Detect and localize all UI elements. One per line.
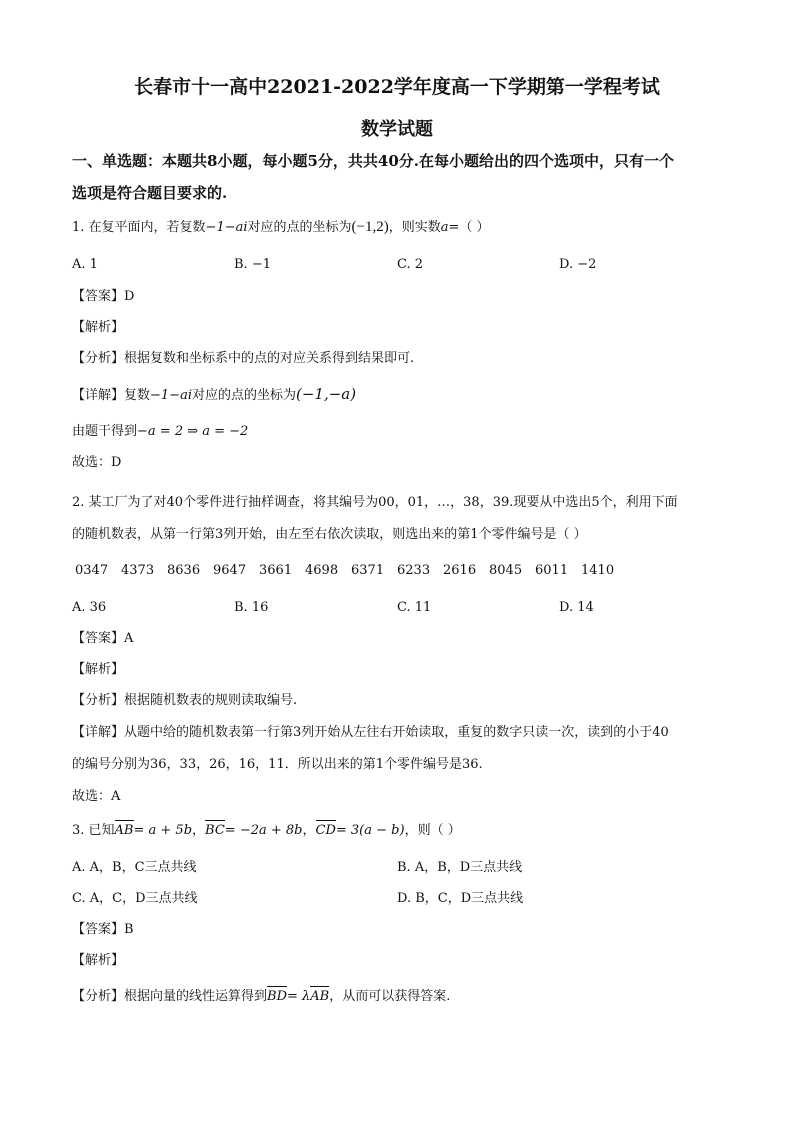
vector-ab: AB: [114, 823, 134, 838]
q1-derive-a: 由题干得到: [72, 424, 138, 439]
q1-option-d: D. −2: [559, 257, 597, 272]
q2-option-b: B. 16: [234, 600, 269, 615]
random-number: 6233: [397, 563, 431, 578]
q1-stem-b: 对应的点的坐标为: [247, 220, 352, 235]
q3-eq2: = −2a + 8b: [224, 823, 303, 838]
random-number: 4698: [305, 563, 339, 578]
q2-option-d: D. 14: [559, 600, 594, 615]
q1-detail-a: 【详解】复数: [72, 388, 151, 403]
q3-answer: 【答案】B: [72, 922, 134, 937]
q2-stem-line1: 2. 某工厂为了对40个零件进行抽样调查，将其编号为00，01，…，38，39.现要从中选出5个，利用下面: [72, 495, 678, 510]
q3-suffix: ，则（ ）: [404, 823, 461, 838]
section-heading-line2: 选项是符合题目要求的.: [72, 184, 228, 202]
q3-eq3: = 3(a − b): [335, 823, 405, 838]
random-number: 6371: [351, 563, 385, 578]
random-number: 9647: [213, 563, 247, 578]
q1-detail: [72, 385, 356, 405]
q1-expr: −1−ai: [205, 220, 248, 235]
q2-choose: 故选：A: [72, 789, 121, 804]
q3-option-b: B. A，B，D三点共线: [397, 860, 523, 875]
vector-ab-2: AB: [310, 989, 330, 1004]
exam-title: 长春市十一高中22021-2022学年度高一下学期第一学程考试: [134, 76, 660, 98]
q3-analysis-label: 【解析】: [72, 953, 125, 968]
random-number: 8636: [167, 563, 201, 578]
q1-derive-expr: −a = 2 ⇒ a = −2: [137, 424, 249, 439]
section-heading-line1: 一、单选题：本题共8小题，每小题5分，共共40分.在每小题给出的四个选项中，只有一个: [72, 152, 674, 170]
q1-detail-expr: −1−ai: [150, 388, 192, 403]
exam-subtitle: 数学试题: [361, 119, 433, 140]
q1-choose: 故选：D: [72, 455, 122, 470]
q3-stem: 3. 已知AB= a + 5b，BC= −2a + 8b，CD= 3(a − b)，则（ ）: [72, 823, 461, 838]
q3-option-c: C. A，C，D三点共线: [72, 891, 198, 906]
vector-cd: CD: [315, 823, 336, 838]
q3-fenxi: [72, 988, 450, 1006]
vector-bc: BC: [205, 823, 225, 838]
q2-fenxi: 【分析】根据随机数表的规则读取编号.: [72, 693, 298, 708]
random-number: 6011: [535, 563, 569, 578]
random-number: 1410: [581, 563, 615, 578]
q2-option-c: C. 11: [397, 600, 432, 615]
q3-eq1: = a + 5b: [133, 823, 193, 838]
q3-fenxi-mid: = λ: [287, 989, 311, 1004]
random-number: 3661: [259, 563, 293, 578]
q1-analysis-label: 【解析】: [72, 320, 125, 335]
q1-stem: [72, 218, 490, 237]
q1-stem-a: 1. 在复平面内，若复数: [72, 220, 206, 235]
q1-answer: 【答案】D: [72, 289, 135, 304]
random-number: 2616: [443, 563, 477, 578]
q2-detail-line1: 【详解】从题中给的随机数表第一行第3列开始从左往右开始读取，重复的数字只读一次，读到的小于40: [72, 725, 669, 740]
q3-fenxi-a: 【分析】根据向量的线性运算得到: [72, 989, 268, 1004]
q2-answer: 【答案】A: [72, 631, 134, 646]
q2-detail-line2: 的编号分别为36，33，26，16，11．所以出来的第1个零件编号是36.: [72, 757, 483, 772]
random-number: 8045: [489, 563, 523, 578]
q3-option-d: D. B，C，D三点共线: [397, 891, 524, 906]
random-number: 4373: [121, 563, 155, 578]
q1-coord: (−1,2): [351, 219, 389, 235]
q2-stem-line2: 的随机数表，从第一行第3列开始，由左至右依次读取，则选出来的第1个零件编号是（ ）: [72, 527, 587, 542]
q3-fenxi-b: ，从而可以获得答案.: [329, 989, 451, 1004]
random-number: 0347: [75, 563, 109, 578]
q1-option-c: C. 2: [397, 257, 424, 272]
q2-analysis-label: 【解析】: [72, 662, 125, 677]
q1-fenxi: 【分析】根据复数和坐标系中的点的对应关系得到结果即可.: [72, 351, 415, 366]
q1-option-a: A. 1: [72, 257, 98, 272]
q1-detail-b: 对应的点的坐标为: [191, 388, 296, 403]
q1-var: a: [440, 220, 449, 235]
q1-derivation: [72, 423, 248, 441]
q1-stem-d: =（ ）: [448, 220, 490, 235]
q2-option-a: A. 36: [72, 600, 107, 615]
q1-stem-c: ，则实数: [388, 220, 441, 235]
q1-detail-coord: (−1,−a): [296, 385, 357, 403]
q2-random-table: [75, 562, 627, 580]
q3-prefix: 3. 已知: [72, 823, 115, 838]
q3-option-a: A. A，B，C三点共线: [72, 860, 197, 875]
vector-bd: BD: [267, 989, 287, 1004]
q1-option-b: B. −1: [234, 257, 271, 272]
